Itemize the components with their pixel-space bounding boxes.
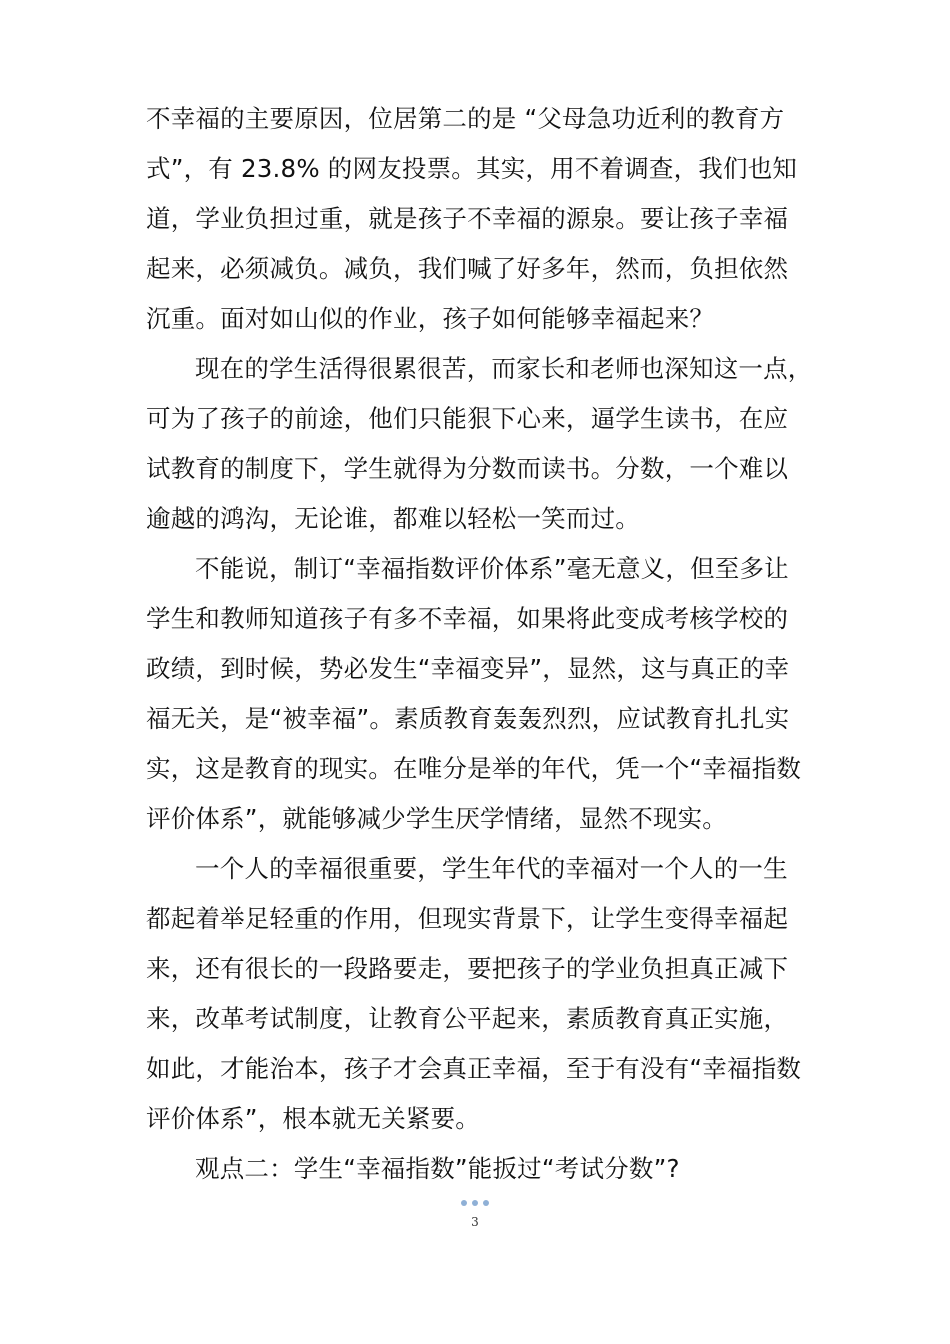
text-line: 政绩，到时候，势必发生“幸福变异”，显然，这与真正的幸 — [146, 654, 790, 683]
dot-icon — [483, 1200, 489, 1206]
text-line: 起来，必须减负。减负，我们喊了好多年，然而，负担依然 — [146, 254, 789, 283]
footer-dots-ornament — [0, 1197, 950, 1209]
text-line: 如此，才能治本，孩子才会真正幸福，至于有没有“幸福指数 — [146, 1054, 802, 1083]
dot-icon — [472, 1200, 478, 1206]
text-line: 都起着举足轻重的作用，但现实背景下，让学生变得幸福起 — [146, 904, 789, 933]
text-line: 试教育的制度下，学生就得为分数而读书。分数，一个难以 — [146, 454, 789, 483]
paragraph-first-line: 不能说，制订“幸福指数评价体系”毫无意义，但至多让 — [195, 554, 789, 583]
body-text — [146, 94, 816, 1194]
text-line: 评价体系”，就能够减少学生厌学情绪，显然不现实。 — [146, 804, 727, 833]
page-number: 3 — [471, 1215, 479, 1229]
text-line: 学生和教师知道孩子有多不幸福，如果将此变成考核学校的 — [146, 604, 789, 633]
text-line: 福无关，是“被幸福”。素质教育轰轰烈烈，应试教育扎扎实 — [146, 704, 790, 733]
paragraph-first-line: 一个人的幸福很重要，学生年代的幸福对一个人的一生 — [195, 854, 788, 883]
page-footer — [0, 1197, 950, 1229]
text-line: 来，改革考试制度，让教育公平起来，素质教育真正实施， — [146, 1004, 789, 1033]
text-line: 可为了孩子的前途，他们只能狠下心来，逼学生读书，在应 — [146, 404, 789, 433]
text-line: 式”，有 23.8% 的网友投票。其实，用不着调查，我们也知 — [146, 154, 798, 183]
text-line: 评价体系”，根本就无关紧要。 — [146, 1104, 480, 1133]
text-line: 实，这是教育的现实。在唯分是举的年代，凭一个“幸福指数 — [146, 754, 802, 783]
dot-icon — [461, 1200, 467, 1206]
text-line: 来，还有很长的一段路要走，要把孩子的学业负担真正减下 — [146, 954, 789, 983]
text-line: 沉重。面对如山似的作业，孩子如何能够幸福起来？ — [146, 304, 715, 333]
paragraph-first-line: 现在的学生活得很累很苦，而家长和老师也深知这一点， — [195, 354, 813, 383]
text-line: 不幸福的主要原因，位居第二的是 “父母急功近利的教育方 — [146, 104, 785, 133]
text-line: 逾越的鸿沟，无论谁，都难以轻松一笑而过。 — [146, 504, 640, 533]
text-line: 道，学业负担过重，就是孩子不幸福的源泉。要让孩子幸福 — [146, 204, 789, 233]
section-heading: 观点二：学生“幸福指数”能扳过“考试分数”? — [195, 1154, 680, 1183]
